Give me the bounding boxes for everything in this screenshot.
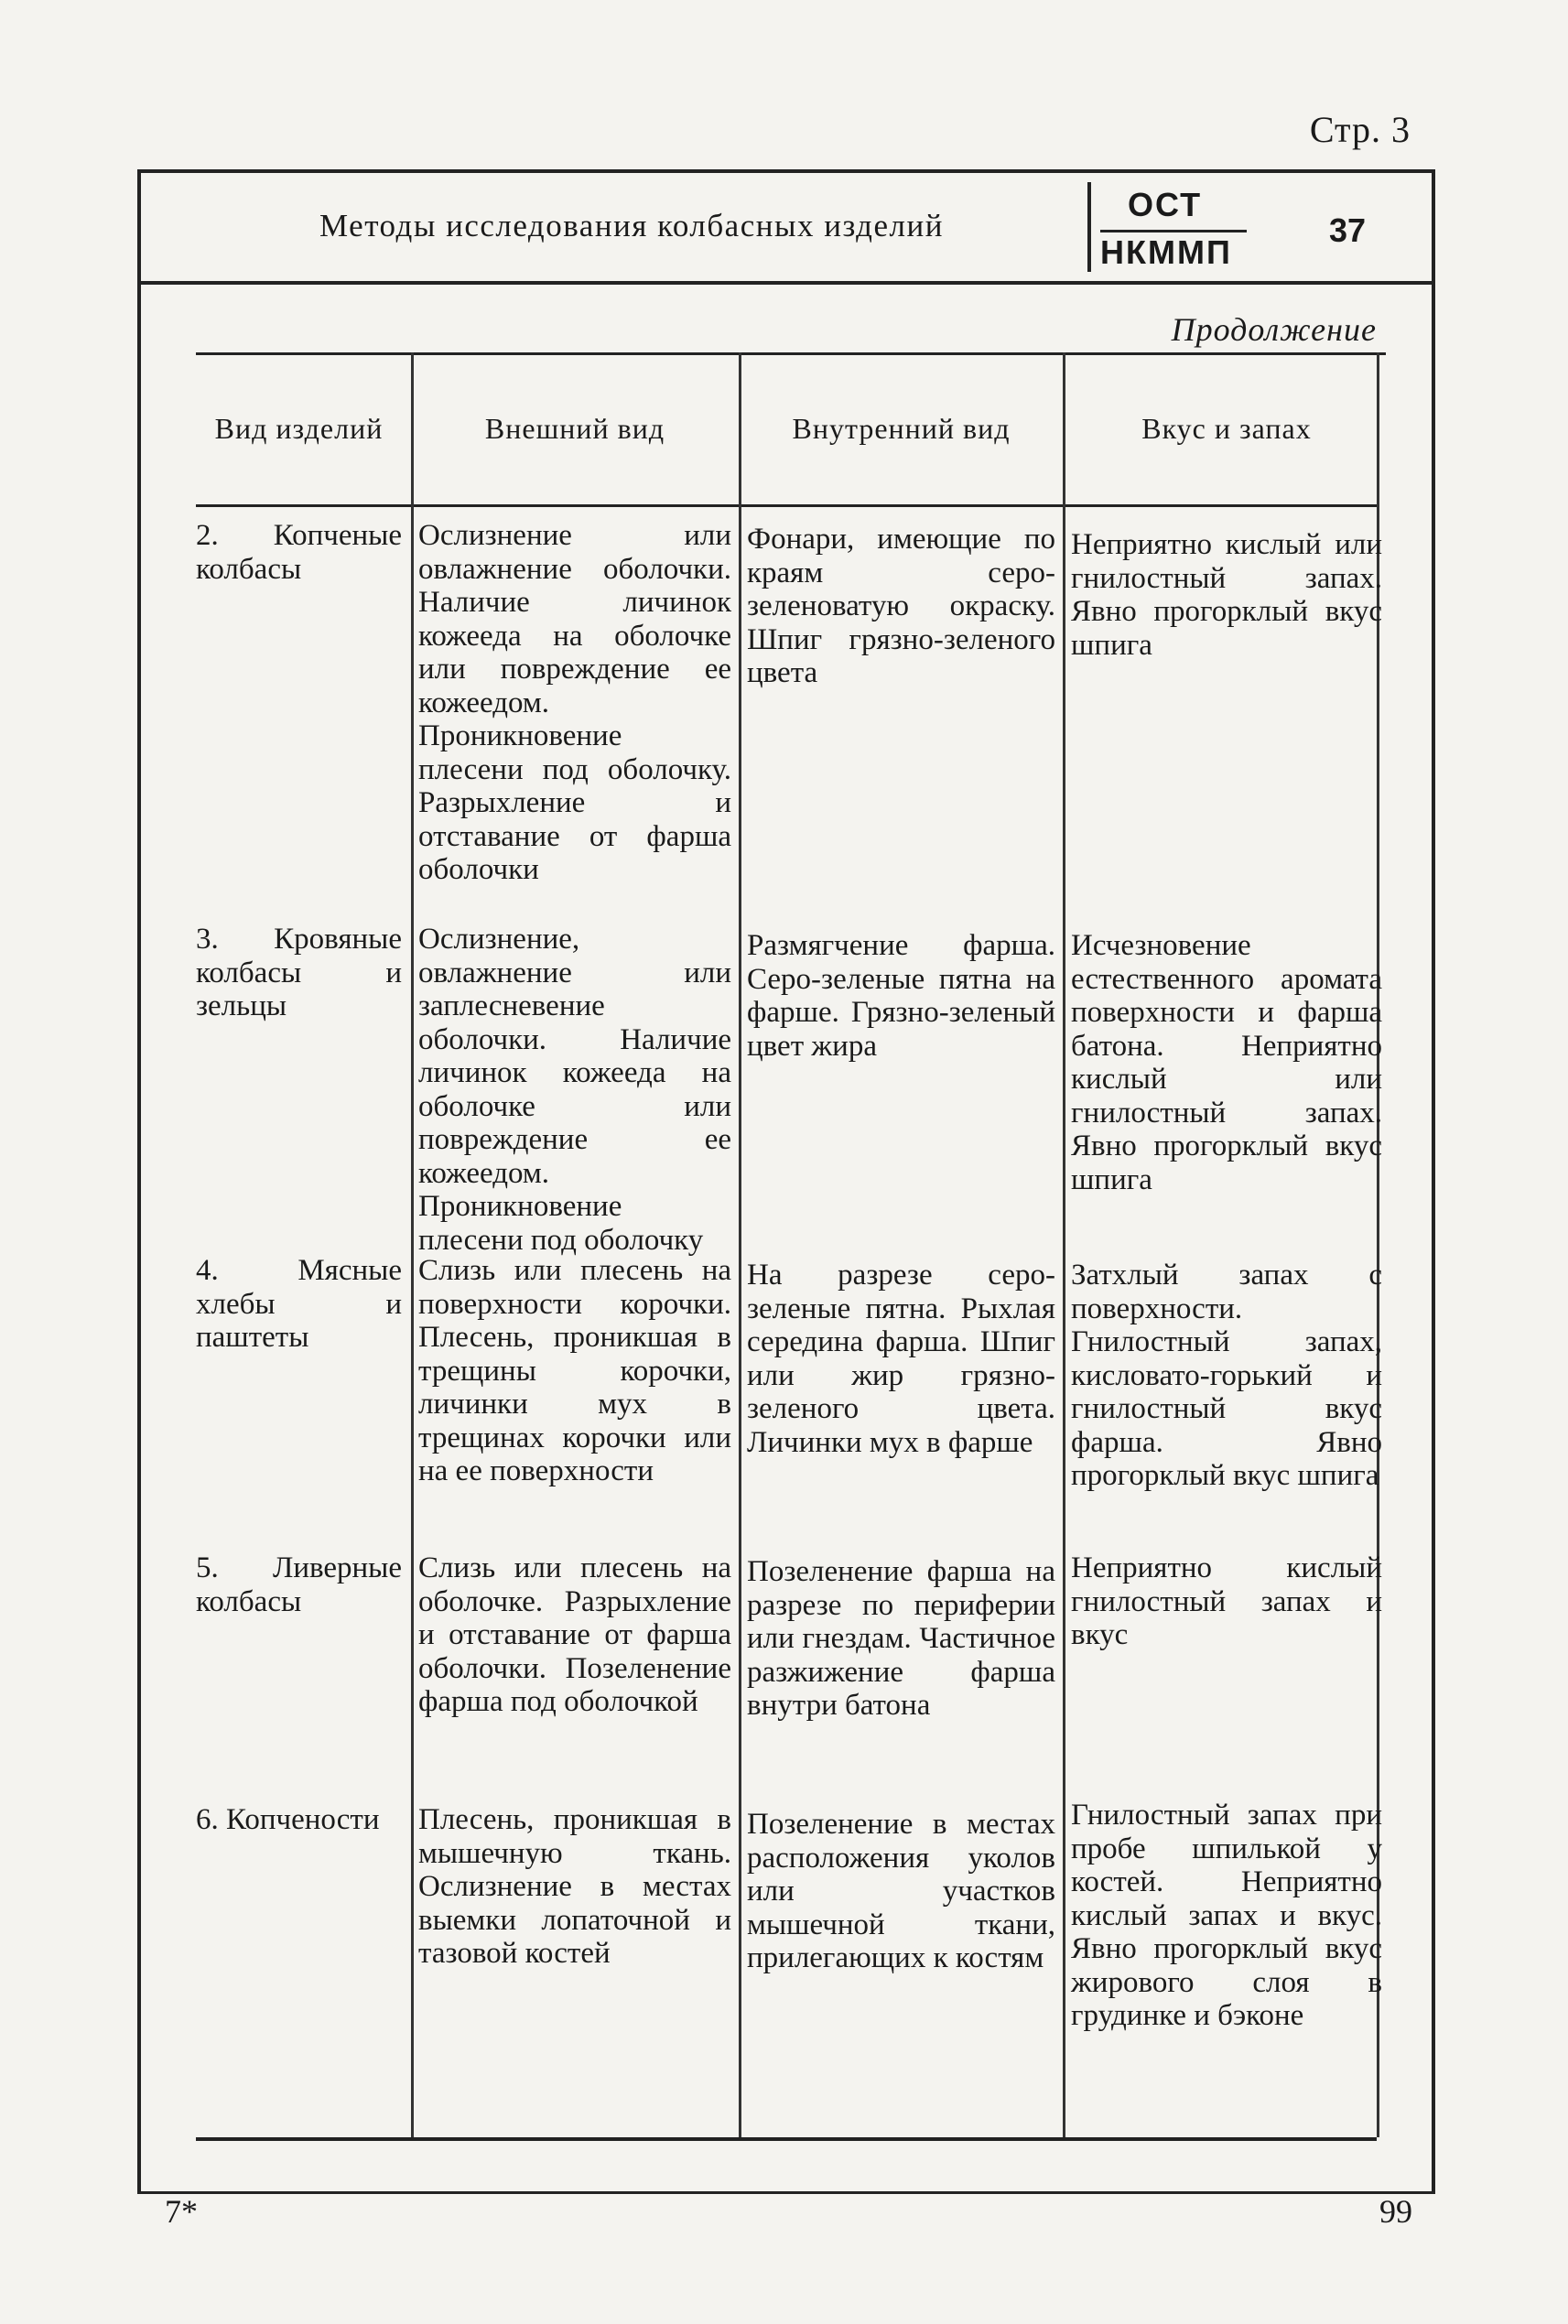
signature-mark: 7*	[165, 2193, 198, 2230]
column-header: Вкус и запах	[1141, 412, 1312, 445]
table-cell-product: 6. Копчености	[196, 1803, 380, 1836]
standard-number: 37	[1329, 211, 1367, 249]
table-cell-taste: Неприятно кислый гнилостный запах и вкус	[1071, 1551, 1382, 1651]
table-cell-exterior: Слизь или плесень на поверхности корочки. Плесень, проникшая в трещины корочки, личинки мух в трещинах корочки или на ее поверхности	[418, 1254, 731, 1487]
column-header: Внутренний вид	[792, 412, 1011, 445]
page-number-bottom: 99	[1379, 2193, 1412, 2230]
column-divider	[1063, 352, 1065, 2137]
table-cell-interior: Размягчение фарша. Серо-зеленые пятна на фарше. Грязно-зеленый цвет жира	[747, 929, 1055, 1063]
continuation-label: Продолжение	[1171, 311, 1377, 348]
standard-code-bottom: НКММП	[1100, 233, 1232, 271]
table-cell-taste: Гнилостный запах при пробе шпилькой у костей. Неприятно кислый запах и вкус. Явно прогорклый вкус жирового слоя в грудинке и бэконе	[1071, 1799, 1382, 2032]
table-cell-interior: Позеленение в местах расположения уколов или участков мышечной ткани, прилегающих к костям	[747, 1808, 1055, 1974]
table-cell-product: 4. Мясные хлебы и паштеты	[196, 1254, 402, 1354]
header-row	[141, 173, 1432, 285]
table-cell-taste: Затхлый запах с поверхности. Гнилостный запах, кисловато-горький и гнилостный вкус фарша. Явно прогорклый вкус шпига	[1071, 1259, 1382, 1492]
standard-code-top: ОСТ	[1128, 186, 1203, 223]
document-frame	[137, 169, 1435, 2194]
table-cell-exterior: Плесень, проникшая в мышечную ткань. Ослизнение в местах выемки лопаточной и тазовой костей	[418, 1803, 731, 1970]
table-cell-product: 5. Ливерные колбасы	[196, 1551, 402, 1618]
table-header-rule	[196, 504, 1377, 507]
column-header: Внешний вид	[484, 412, 665, 445]
column-header: Вид изделий	[214, 412, 384, 445]
defects-table	[196, 352, 1386, 2142]
table-cell-exterior: Ослизнение или овлажнение оболочки. Наличие личинок кожееда на оболочке или повреждение ее кожеедом. Проникновение плесени под оболочку. Разрыхление и отставание от фарша оболочки	[418, 519, 731, 886]
table-cell-interior: Фонари, имеющие по краям серо-зеленоватую окраску. Шпиг грязно-зеленого цвета	[747, 523, 1055, 689]
table-cell-interior: Позеленение фарша на разрезе по периферии или гнездам. Частичное разжижение фарша внутри батона	[747, 1555, 1055, 1722]
page-number-top: Стр. 3	[1309, 109, 1411, 150]
table-bottom-rule	[196, 2137, 1377, 2141]
table-cell-interior: На разрезе серо-зеленые пятна. Рыхлая середина фарша. Шпиг или жир грязно-зеленого цвета. Личинки мух в фарше	[747, 1259, 1055, 1459]
table-cell-product: 3. Кровяные колбасы и зельцы	[196, 923, 402, 1022]
table-cell-taste: Исчезновение естественного аромата поверхности и фарша батона. Неприятно кислый или гнилостный запах. Явно прогорклый вкус шпига	[1071, 929, 1382, 1196]
table-cell-product: 2. Копченые колбасы	[196, 519, 402, 586]
column-divider	[739, 352, 741, 2137]
fraction-line	[1100, 230, 1247, 232]
standard-code-box	[1087, 182, 1329, 272]
table-cell-taste: Неприятно кислый или гнилостный запах. Явно прогорклый вкус шпига	[1071, 528, 1382, 662]
column-divider	[411, 352, 414, 2137]
table-cell-exterior: Слизь или плесень на оболочке. Разрыхление и отставание от фарша оболочки. Позеленение фарша под оболочкой	[418, 1551, 731, 1718]
document-title: Методы исследования колбасных изделий	[319, 208, 944, 243]
table-cell-exterior: Ослизнение, овлажнение или заплесневение оболочки. Наличие личинок кожееда на оболочке или повреждение ее кожеедом. Проникновение плесени под оболочку	[418, 923, 731, 1257]
